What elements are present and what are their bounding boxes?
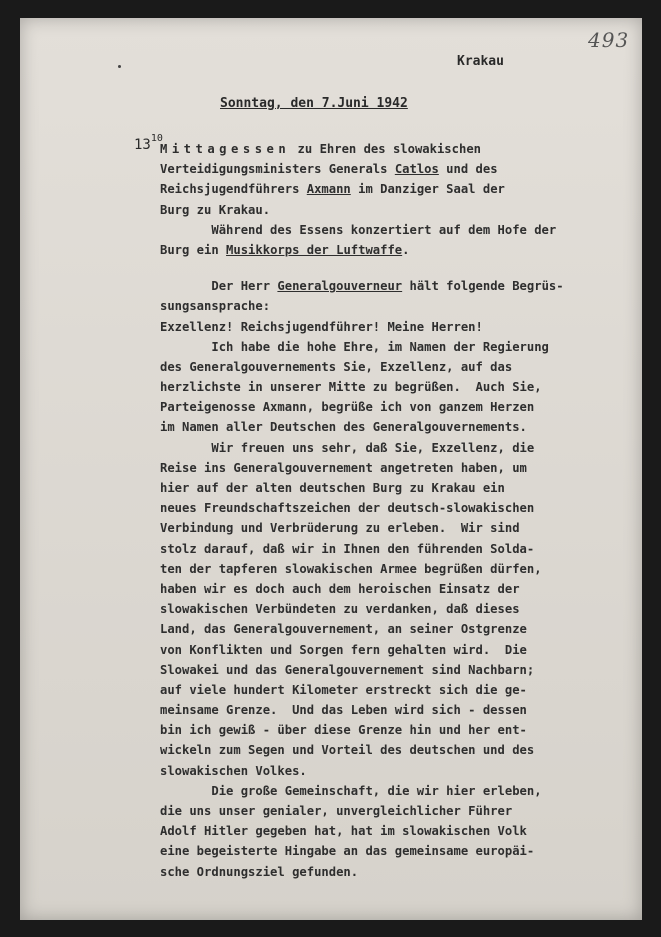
text-line	[160, 801, 630, 821]
text-segment: Ich habe die hohe Ehre, im Namen der Regierung	[160, 339, 549, 354]
text-line	[160, 296, 630, 316]
text-segment: Exzellenz! Reichsjugendführer! Meine Herren!	[160, 319, 483, 334]
underlined-name: Axmann	[306, 182, 351, 197]
text-line	[160, 417, 630, 437]
text-line	[160, 139, 630, 159]
text-line	[160, 761, 630, 781]
text-line	[160, 200, 630, 220]
document-body	[160, 139, 630, 882]
text-line	[160, 599, 630, 619]
text-segment: Reichsjugendführers	[160, 182, 307, 197]
text-line	[160, 640, 630, 660]
text-segment: ten der tapferen slowakischen Armee begrüßen dürfen,	[160, 561, 542, 576]
text-segment: Der Herr	[160, 279, 278, 294]
text-line	[160, 619, 630, 639]
text-line	[160, 781, 630, 801]
underlined-name: Catlos	[394, 162, 439, 177]
text-segment: zu Ehren des slowakischen	[290, 142, 481, 156]
text-segment: bin ich gewiß - über diese Grenze hin und her ent-	[160, 723, 527, 738]
text-segment: slowakischen Volkes.	[160, 763, 307, 778]
text-segment: Adolf Hitler gegeben hat, hat im slowakischen Volk	[160, 824, 527, 839]
time-marker	[134, 133, 163, 153]
paragraph-gap	[160, 260, 630, 276]
text-line	[160, 179, 630, 199]
text-segment: Burg ein	[160, 242, 227, 257]
text-line	[160, 240, 630, 260]
text-line	[160, 680, 630, 700]
text-line	[160, 559, 630, 579]
text-segment: hält folgende Begrüs-	[402, 279, 564, 294]
ink-speck	[118, 65, 121, 68]
text-segment: Die große Gemeinschaft, die wir hier erleben,	[160, 783, 542, 798]
text-line	[160, 821, 630, 841]
text-line	[160, 740, 630, 760]
text-segment: die uns unser genialer, unvergleichlicher Führer	[160, 804, 513, 818]
text-segment: Mittagessen	[160, 142, 291, 156]
text-segment: Reise ins Generalgouvernement angetreten haben, um	[160, 460, 527, 475]
text-segment: slowakischen Verbündeten zu verdanken, daß dieses	[160, 602, 520, 617]
time-minutes: 10	[150, 133, 163, 144]
text-segment: hier auf der alten deutschen Burg zu Krakau ein	[160, 481, 505, 495]
text-segment: auf viele hundert Kilometer erstreckt sich die ge-	[160, 682, 527, 697]
text-segment: meinsame Grenze. Und das Leben wird sich - dessen	[160, 703, 527, 718]
text-line	[160, 159, 630, 179]
text-line	[160, 377, 630, 397]
text-line	[160, 498, 630, 518]
underlined-name: Generalgouverneur	[277, 279, 403, 294]
text-segment: Verteidigungsministers Generals	[160, 162, 395, 177]
text-segment: Während des Essens konzertiert auf dem Hofe der	[160, 222, 557, 237]
text-line	[160, 579, 630, 599]
text-segment: Slowakei und das Generalgouvernement sind Nachbarn;	[160, 662, 535, 677]
time-hours: 13	[134, 137, 151, 153]
text-line	[160, 841, 630, 861]
text-line	[160, 357, 630, 377]
text-segment: im Danziger Saal der	[350, 182, 505, 197]
text-segment: des Generalgouvernements Sie, Exzellenz, auf das	[160, 359, 513, 374]
date-heading: Sonntag, den 7.Juni 1942	[220, 96, 408, 111]
text-segment: Verbindung und Verbrüderung zu erleben. Wir sind	[160, 521, 520, 536]
text-segment: Land, das Generalgouvernement, an seiner Ostgrenze	[160, 622, 527, 637]
document-page	[20, 18, 642, 920]
text-line	[160, 438, 630, 458]
text-line	[160, 862, 630, 882]
text-segment: herzlichste in unserer Mitte zu begrüßen. Auch Sie,	[160, 380, 542, 395]
text-line	[160, 518, 630, 538]
text-line	[160, 660, 630, 680]
text-line	[160, 276, 630, 296]
text-segment: .	[402, 242, 410, 257]
text-line	[160, 478, 630, 498]
text-segment: und des	[438, 162, 498, 177]
text-line	[160, 337, 630, 357]
text-segment: von Konflikten und Sorgen fern gehalten wird. Die	[160, 642, 527, 657]
text-segment: Burg zu Krakau.	[160, 202, 271, 217]
text-line	[160, 539, 630, 559]
folio-number: 493	[588, 28, 630, 52]
text-line	[160, 700, 630, 720]
place-name: Krakau	[457, 54, 504, 69]
text-segment: stolz darauf, daß wir in Ihnen den führenden Solda-	[160, 541, 535, 556]
text-line	[160, 720, 630, 740]
text-segment: wickeln zum Segen und Vorteil des deutschen und des	[160, 743, 535, 758]
text-line	[160, 458, 630, 478]
text-line	[160, 317, 630, 337]
text-segment: Parteigenosse Axmann, begrüße ich von ganzem Herzen	[160, 400, 535, 415]
text-segment: neues Freundschaftszeichen der deutsch-slowakischen	[160, 501, 535, 516]
text-segment: im Namen aller Deutschen des Generalgouvernements.	[160, 420, 527, 435]
text-segment: Wir freuen uns sehr, daß Sie, Exzellenz, die	[160, 440, 535, 455]
underlined-name: Musikkorps der Luftwaffe	[226, 242, 403, 257]
text-line	[160, 220, 630, 240]
text-segment: haben wir es doch auch dem heroischen Einsatz der	[160, 581, 520, 596]
text-segment: eine begeisterte Hingabe an das gemeinsame europäi-	[160, 844, 535, 859]
text-segment: sungsansprache:	[160, 299, 271, 314]
text-line	[160, 397, 630, 417]
text-segment: sche Ordnungsziel gefunden.	[160, 864, 359, 879]
